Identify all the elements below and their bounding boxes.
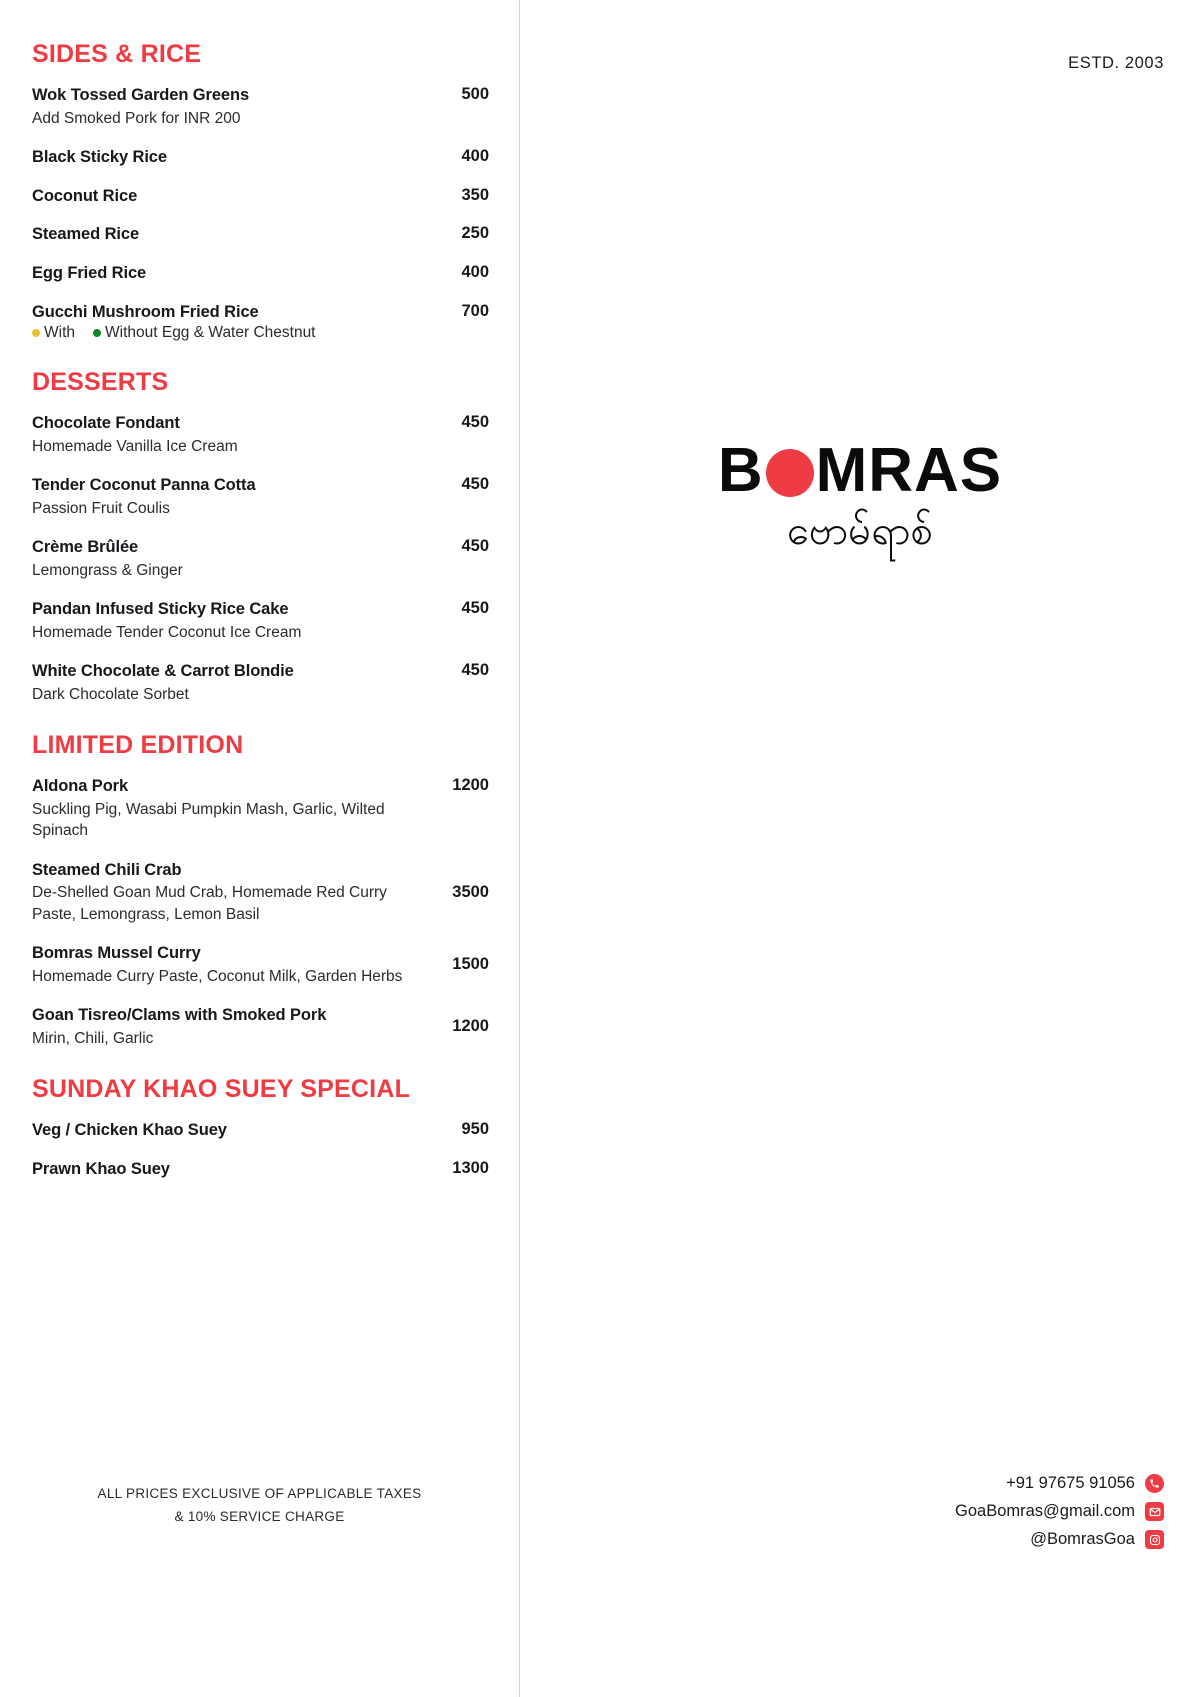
item-name: White Chocolate & Carrot Blondie [32, 662, 294, 681]
item-name: Veg / Chicken Khao Suey [32, 1120, 227, 1139]
item-price: 1200 [452, 776, 489, 795]
phone-icon [1145, 1474, 1164, 1493]
contact-instagram-row[interactable] [955, 1530, 1164, 1549]
item-price: 950 [461, 1119, 489, 1138]
item-name: Pandan Infused Sticky Rice Cake [32, 600, 289, 619]
menu-item[interactable] [32, 85, 489, 129]
menu-item[interactable] [32, 776, 489, 841]
section-heading: SUNDAY KHAO SUEY SPECIAL [32, 1074, 411, 1103]
item-description: Dark Chocolate Sorbet [32, 685, 189, 703]
contact-instagram-text: @BomrasGoa [1030, 1530, 1135, 1548]
item-name: Steamed Rice [32, 225, 140, 244]
item-price: 1200 [452, 1017, 489, 1036]
menu-item[interactable] [32, 413, 489, 457]
egg-dot-icon [32, 329, 40, 337]
item-description: De-Shelled Goan Mud Crab, Homemade Red Curry Paste, Lemongrass, Lemon Basil [32, 884, 387, 923]
item-price: 500 [461, 85, 489, 103]
item-price: 1500 [452, 955, 489, 974]
item-name: Coconut Rice [32, 186, 138, 205]
item-description: Homemade Curry Paste, Coconut Milk, Garden Herbs [32, 967, 403, 985]
menu-item[interactable] [32, 599, 489, 643]
item-name: Crème Brûlée [32, 538, 139, 557]
contact-phone-text: +91 97675 91056 [1006, 1474, 1135, 1492]
menu-item[interactable] [32, 186, 489, 207]
contact-phone-row[interactable] [955, 1474, 1164, 1493]
item-price: 350 [461, 185, 489, 204]
item-price: 450 [461, 475, 489, 494]
item-name: Steamed Chili Crab [32, 860, 182, 879]
item-price: 450 [461, 413, 489, 432]
menu-item[interactable] [32, 263, 489, 284]
menu-item[interactable] [32, 224, 489, 245]
veg-dot-icon [93, 329, 101, 337]
item-description: Passion Fruit Coulis [32, 499, 170, 517]
menu-item[interactable] [32, 860, 489, 925]
item-price: 400 [461, 262, 489, 281]
section-heading: DESSERTS [32, 368, 169, 397]
menu-item[interactable] [32, 1005, 489, 1049]
item-name: Goan Tisreo/Clams with Smoked Pork [32, 1005, 327, 1024]
menu-item[interactable] [32, 943, 489, 987]
item-name: Black Sticky Rice [32, 148, 167, 166]
section-heading: SIDES & RICE [32, 40, 202, 68]
item-name: Aldona Pork [32, 777, 129, 796]
brand-burmese-script: ဗောမ်ရာစ် [787, 508, 933, 554]
item-price: 250 [461, 224, 489, 243]
section-sides-rice [32, 40, 489, 342]
section-limited-edition [32, 731, 489, 1049]
marker-with-label: With [44, 324, 75, 342]
instagram-icon [1145, 1530, 1164, 1549]
section-heading: LIMITED EDITION [32, 731, 244, 760]
item-description: Lemongrass & Ginger [32, 561, 183, 579]
item-price: 400 [461, 147, 489, 165]
item-name: Egg Fried Rice [32, 263, 147, 282]
red-circle-o-icon [766, 449, 814, 497]
item-name: Tender Coconut Panna Cotta [32, 476, 256, 495]
price-disclaimer [0, 1483, 519, 1529]
menu-item[interactable] [32, 537, 489, 581]
item-description: Suckling Pig, Wasabi Pumpkin Mash, Garlic, Wilted Spinach [32, 800, 385, 840]
menu-item[interactable] [32, 147, 489, 168]
disclaimer-line-1: ALL PRICES EXCLUSIVE OF APPLICABLE TAXES [97, 1486, 422, 1502]
wordmark-part-1: B [717, 436, 764, 505]
established-year: ESTD. 2003 [1068, 54, 1164, 72]
item-description: Mirin, Chili, Garlic [32, 1029, 154, 1047]
item-description: Homemade Tender Coconut Ice Cream [32, 623, 302, 641]
brand-wordmark [717, 436, 1003, 505]
item-price: 450 [461, 661, 489, 680]
dietary-markers [32, 324, 489, 342]
item-name: Gucchi Mushroom Fried Rice [32, 302, 259, 321]
item-description: Homemade Vanilla Ice Cream [32, 437, 238, 455]
item-description: Add Smoked Pork for INR 200 [32, 109, 241, 127]
contact-email-text: GoaBomras@gmail.com [955, 1502, 1135, 1520]
contact-email-row[interactable] [955, 1502, 1164, 1521]
item-name: Chocolate Fondant [32, 414, 180, 433]
marker-without-label: Without Egg & Water Chestnut [105, 324, 316, 342]
item-price: 3500 [452, 882, 489, 901]
envelope-icon [1145, 1502, 1164, 1521]
section-sunday-khao-suey [32, 1075, 489, 1179]
menu-item[interactable] [32, 475, 489, 519]
menu-item[interactable] [32, 661, 489, 705]
section-desserts [32, 368, 489, 705]
disclaimer-line-2: & 10% SERVICE CHARGE [174, 1509, 345, 1525]
item-price: 450 [461, 599, 489, 618]
item-price: 450 [461, 537, 489, 556]
item-name: Bomras Mussel Curry [32, 943, 201, 962]
item-price: 700 [461, 301, 489, 320]
wordmark-part-2: MRAS [815, 436, 1003, 505]
item-name: Prawn Khao Suey [32, 1159, 170, 1178]
contact-block [955, 1474, 1164, 1549]
menu-right-column [520, 0, 1200, 1697]
menu-item[interactable] [32, 1120, 489, 1141]
menu-item[interactable] [32, 1159, 489, 1180]
brand-logo [520, 436, 1200, 554]
item-name: Wok Tossed Garden Greens [32, 86, 250, 104]
item-price: 1300 [452, 1158, 489, 1177]
menu-item[interactable] [32, 302, 489, 343]
menu-left-column [0, 0, 519, 1697]
